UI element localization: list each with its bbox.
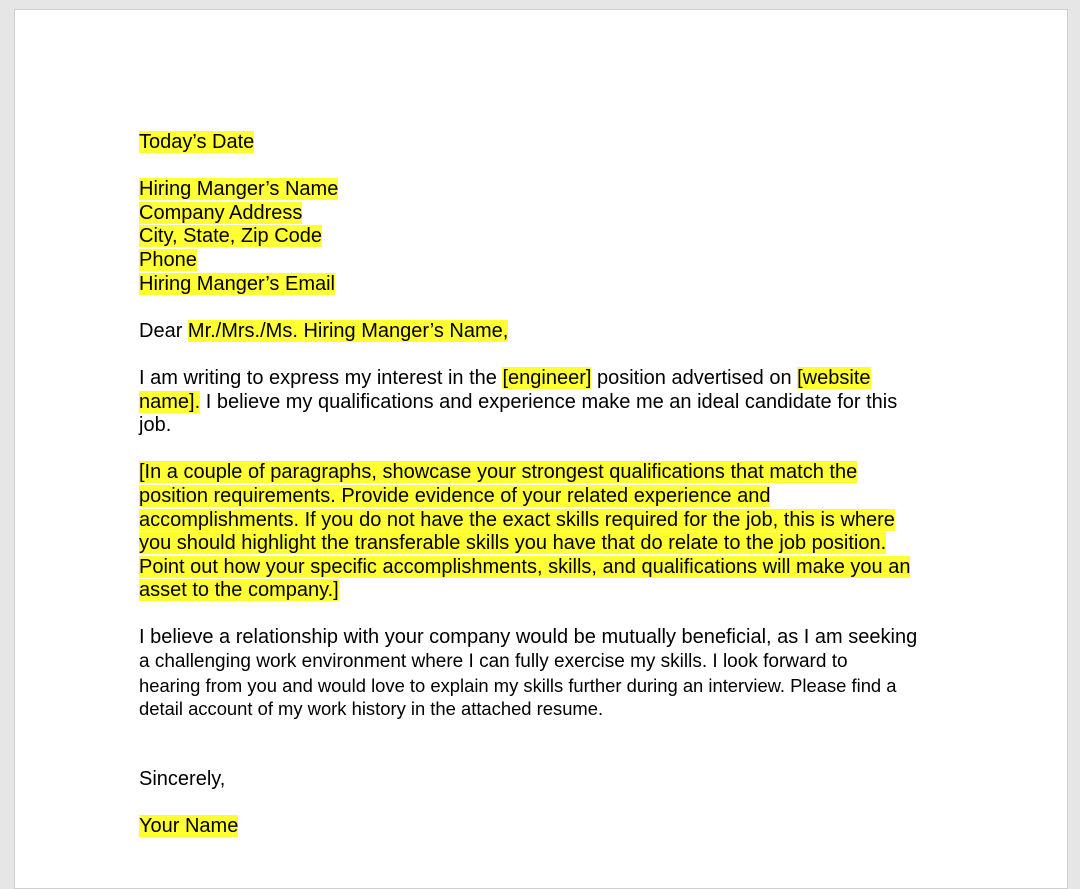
closing-paragraph [139, 626, 959, 720]
position-placeholder[interactable]: [engineer] [502, 366, 592, 389]
qualifications-line[interactable]: asset to the company.] [139, 579, 339, 602]
qualifications-line[interactable]: Point out how your specific accomplishments, skills, and qualifications will make you an [139, 555, 911, 578]
date-block [139, 131, 959, 155]
signoff-text: Sincerely, [139, 768, 226, 791]
qualifications-line[interactable]: position requirements. Provide evidence of your related experience and [139, 484, 771, 507]
your-name-placeholder[interactable]: Your Name [139, 815, 239, 838]
phone-placeholder[interactable]: Phone [139, 248, 197, 271]
salutation-name-placeholder[interactable]: Mr./Mrs./Ms. Hiring Manger’s Name, [187, 319, 509, 342]
qualifications-line[interactable]: you should highlight the transferable skills you have that do relate to the job position. [139, 532, 887, 555]
qualifications-line[interactable]: [In a couple of paragraphs, showcase your strongest qualifications that match the [139, 461, 858, 484]
intro-text-2: position advertised on [591, 366, 798, 389]
intro-text-1: I am writing to express my interest in the [139, 366, 503, 389]
intro-paragraph [139, 367, 959, 438]
intro-text-4: job. [139, 414, 172, 437]
company-address-placeholder[interactable]: Company Address [139, 201, 303, 224]
salutation [139, 320, 959, 344]
closing-line: hearing from you and would love to explain my skills further during an interview. Please find a [139, 674, 897, 696]
recipient-block [139, 178, 959, 296]
intro-text-3: I believe my qualifications and experience make me an ideal candidate for this [200, 390, 898, 413]
date-placeholder[interactable]: Today’s Date [139, 131, 255, 153]
document-page [14, 9, 1068, 889]
salutation-prefix: Dear [139, 319, 188, 342]
closing-line: I believe a relationship with your company would be mutually beneficial, as I am seeking [139, 626, 918, 649]
email-placeholder[interactable]: Hiring Manger’s Email [139, 272, 335, 295]
closing-line: detail account of my work history in the attached resume. [139, 698, 604, 720]
qualifications-line[interactable]: accomplishments. If you do not have the exact skills required for the job, this is where [139, 508, 895, 531]
website-placeholder-start[interactable]: [website [797, 366, 871, 389]
recipient-name-placeholder[interactable]: Hiring Manger’s Name [139, 178, 339, 201]
website-placeholder-end[interactable]: name]. [139, 390, 201, 413]
city-state-zip-placeholder[interactable]: City, State, Zip Code [139, 225, 323, 248]
signature-block [139, 815, 959, 839]
qualifications-paragraph [139, 461, 959, 603]
letter-body[interactable] [139, 131, 959, 862]
closing-line: a challenging work environment where I can fully exercise my skills. I look forward to [139, 651, 848, 673]
signoff [139, 768, 959, 792]
